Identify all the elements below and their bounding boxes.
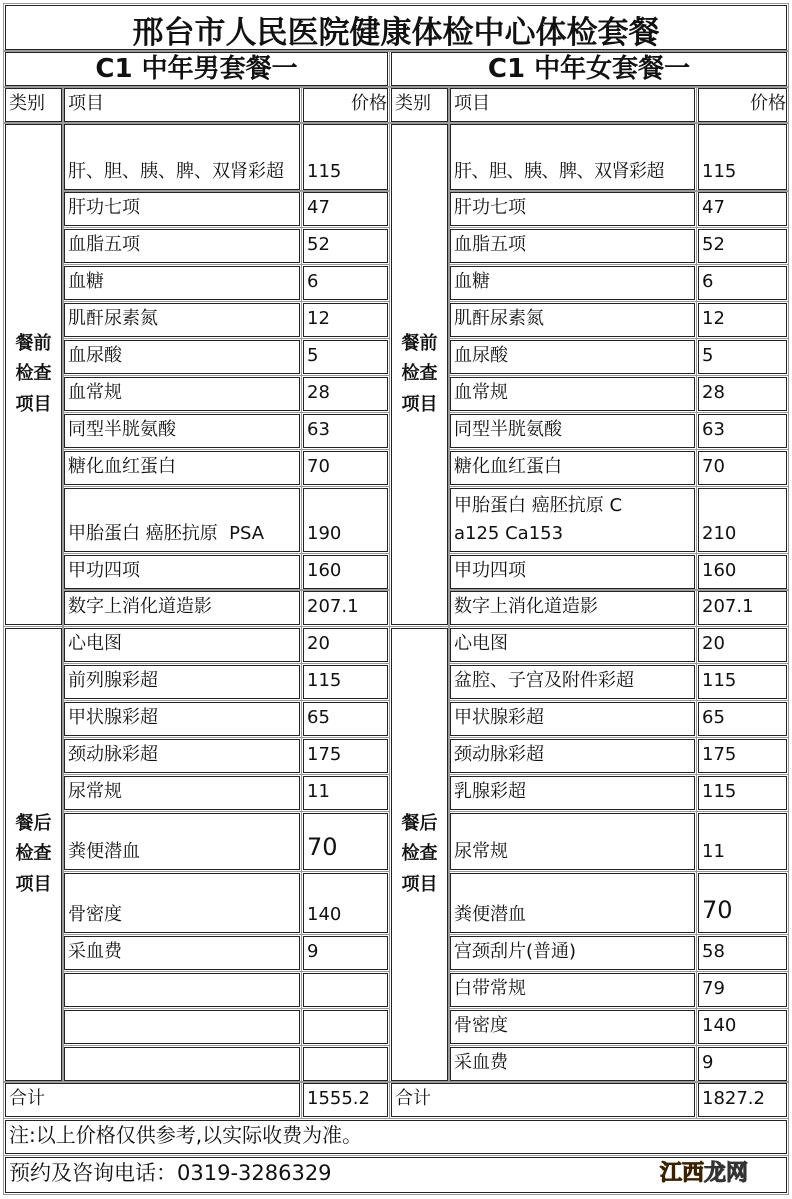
watermark-part2: 龙网 bbox=[704, 1161, 749, 1186]
table-row-item: 血脂五项 bbox=[64, 229, 300, 263]
table-row-price: 65 bbox=[698, 702, 787, 736]
table-row-item: 前列腺彩超 bbox=[64, 665, 300, 699]
table-row-item: 血糖 bbox=[64, 266, 300, 300]
table-row-price: 12 bbox=[303, 303, 388, 337]
table-row-price: 175 bbox=[303, 739, 388, 773]
category-line: 项目 bbox=[401, 393, 438, 415]
table-row-price: 20 bbox=[303, 628, 388, 662]
table-row-item: 心电图 bbox=[64, 628, 300, 662]
male-header-category: 类别 bbox=[5, 88, 62, 122]
table-row-price: 11 bbox=[303, 776, 388, 810]
table-row-item: 同型半胱氨酸 bbox=[64, 414, 300, 448]
table-row-item: 乳腺彩超 bbox=[450, 776, 695, 810]
male-header-item: 项目 bbox=[64, 88, 300, 122]
table-row-item: 甲状腺彩超 bbox=[64, 702, 300, 736]
table-row-item: 肝、胆、胰、脾、双肾彩超 bbox=[450, 124, 695, 190]
table-row-price: 70 bbox=[303, 813, 388, 870]
table-row-price: 115 bbox=[303, 665, 388, 699]
category-line: 检查 bbox=[15, 363, 52, 385]
table-row-price: 6 bbox=[698, 266, 787, 300]
table-row-price: 207.1 bbox=[698, 591, 787, 625]
table-row-item-empty bbox=[64, 1047, 300, 1081]
page-title bbox=[5, 5, 787, 50]
category-line: 项目 bbox=[15, 393, 52, 415]
table-row-price: 190 bbox=[303, 488, 388, 552]
table-row-price: 47 bbox=[303, 192, 388, 226]
table-row-item: 糖化血红蛋白 bbox=[450, 451, 695, 485]
table-row-item: 肌酐尿素氮 bbox=[64, 303, 300, 337]
male-post-meal-category bbox=[5, 628, 62, 1081]
table-row-price: 52 bbox=[303, 229, 388, 263]
table-row-price: 6 bbox=[303, 266, 388, 300]
table-row-item-empty bbox=[64, 1010, 300, 1044]
table-row-item: 血常规 bbox=[450, 377, 695, 411]
table-row-price: 5 bbox=[698, 340, 787, 374]
table-row-price: 207.1 bbox=[303, 591, 388, 625]
table-row-item: 颈动脉彩超 bbox=[450, 739, 695, 773]
booking-phone: 预约及咨询电话：0319-3286329 bbox=[5, 1157, 787, 1193]
table-row-item: 血尿酸 bbox=[64, 340, 300, 374]
table-row-item: 同型半胱氨酸 bbox=[450, 414, 695, 448]
table-row-item: 甲胎蛋白 癌胚抗原 PSA bbox=[64, 488, 300, 552]
table-row-item: 肝功七项 bbox=[450, 192, 695, 226]
table-row-item: 宫颈刮片(普通) bbox=[450, 936, 695, 970]
table-row-item: 白带常规 bbox=[450, 973, 695, 1007]
table-row-item: 心电图 bbox=[450, 628, 695, 662]
table-row-item: 采血费 bbox=[64, 936, 300, 970]
table-row-item: 甲状腺彩超 bbox=[450, 702, 695, 736]
table-row-price: 65 bbox=[303, 702, 388, 736]
female-header-item: 项目 bbox=[450, 88, 695, 122]
male-total-value: 1555.2 bbox=[303, 1083, 388, 1117]
table-row-price: 115 bbox=[698, 665, 787, 699]
table-row-item: 粪便潜血 bbox=[64, 813, 300, 870]
male-header-price: 价格 bbox=[303, 88, 388, 122]
table-row-item: 数字上消化道造影 bbox=[64, 591, 300, 625]
table-row-price: 175 bbox=[698, 739, 787, 773]
category-line: 餐前 bbox=[401, 332, 438, 354]
table-row-price: 9 bbox=[303, 936, 388, 970]
category-line: 项目 bbox=[401, 873, 438, 895]
table-row-price: 70 bbox=[303, 451, 388, 485]
table-row-price-empty bbox=[303, 1010, 388, 1044]
table-row-item bbox=[450, 488, 695, 552]
table-row-item: 甲功四项 bbox=[64, 555, 300, 589]
table-row-price: 140 bbox=[698, 1010, 787, 1044]
category-line: 检查 bbox=[401, 363, 438, 385]
table-row-price: 47 bbox=[698, 192, 787, 226]
table-row-price: 11 bbox=[698, 813, 787, 870]
table-row-item: 尿常规 bbox=[64, 776, 300, 810]
page-title-text: 邢台市人民医院健康体检中心体检套餐 bbox=[132, 15, 660, 50]
category-line: 检查 bbox=[15, 843, 52, 865]
table-row-price: 160 bbox=[303, 555, 388, 589]
table-row-price: 28 bbox=[303, 377, 388, 411]
table-row-item bbox=[64, 124, 300, 190]
site-watermark-logo bbox=[660, 1156, 748, 1187]
table-row-price: 115 bbox=[698, 124, 787, 190]
table-row-price: 63 bbox=[698, 414, 787, 448]
watermark-part1: 江西 bbox=[660, 1161, 705, 1186]
table-row-item: 盆腔、子宫及附件彩超 bbox=[450, 665, 695, 699]
table-row-price: 5 bbox=[303, 340, 388, 374]
table-row-item: 血常规 bbox=[64, 377, 300, 411]
table-row-price: 70 bbox=[698, 873, 787, 933]
price-disclaimer-note: 注:以上价格仅供参考,以实际收费为准。 bbox=[5, 1120, 787, 1154]
table-row-item: 血糖 bbox=[450, 266, 695, 300]
table-row-item: 采血费 bbox=[450, 1047, 695, 1081]
table-row-item: 颈动脉彩超 bbox=[64, 739, 300, 773]
item-name: 肝、胆、胰、脾、双肾彩超 bbox=[68, 161, 284, 183]
table-row-item: 尿常规 bbox=[450, 813, 695, 870]
table-row-price: 20 bbox=[698, 628, 787, 662]
table-row-price: 58 bbox=[698, 936, 787, 970]
table-row-item: 肝功七项 bbox=[64, 192, 300, 226]
category-line: 餐后 bbox=[401, 812, 438, 834]
table-row-item: 糖化血红蛋白 bbox=[64, 451, 300, 485]
item-name: 甲胎蛋白 癌胚抗原 Ca125 Ca153 bbox=[454, 495, 623, 545]
table-row-price: 210 bbox=[698, 488, 787, 552]
table-row-price-empty bbox=[303, 973, 388, 1007]
female-header-category: 类别 bbox=[391, 88, 448, 122]
table-row-price: 160 bbox=[698, 555, 787, 589]
category-line: 餐前 bbox=[15, 332, 52, 354]
table-row-item: 骨密度 bbox=[64, 873, 300, 933]
table-row-item: 肌酐尿素氮 bbox=[450, 303, 695, 337]
male-total-label: 合计 bbox=[5, 1083, 300, 1117]
table-row-item: 数字上消化道造影 bbox=[450, 591, 695, 625]
table-row-price: 79 bbox=[698, 973, 787, 1007]
table-row-price: 115 bbox=[303, 124, 388, 190]
female-total-label: 合计 bbox=[391, 1083, 695, 1117]
table-row-item: 血脂五项 bbox=[450, 229, 695, 263]
table-row-item: 骨密度 bbox=[450, 1010, 695, 1044]
category-line: 餐后 bbox=[15, 812, 52, 834]
female-post-meal-category bbox=[391, 628, 448, 1081]
table-row-item: 甲功四项 bbox=[450, 555, 695, 589]
male-pre-meal-category bbox=[5, 124, 62, 625]
female-header-price: 价格 bbox=[698, 88, 787, 122]
male-package-title: C1 中年男套餐一 bbox=[5, 52, 388, 86]
category-line: 项目 bbox=[15, 873, 52, 895]
female-pre-meal-category bbox=[391, 124, 448, 625]
table-row-price: 28 bbox=[698, 377, 787, 411]
table-row-item: 粪便潜血 bbox=[450, 873, 695, 933]
table-row-price: 12 bbox=[698, 303, 787, 337]
table-row-price: 9 bbox=[698, 1047, 787, 1081]
table-row-price: 115 bbox=[698, 776, 787, 810]
table-row-price: 70 bbox=[698, 451, 787, 485]
category-line: 检查 bbox=[401, 843, 438, 865]
female-package-title: C1 中年女套餐一 bbox=[391, 52, 787, 86]
table-row-price-empty bbox=[303, 1047, 388, 1081]
table-row-item: 血尿酸 bbox=[450, 340, 695, 374]
table-row-price: 63 bbox=[303, 414, 388, 448]
female-total-value: 1827.2 bbox=[698, 1083, 787, 1117]
table-row-price: 52 bbox=[698, 229, 787, 263]
table-row-price: 140 bbox=[303, 873, 388, 933]
table-row-item-empty bbox=[64, 973, 300, 1007]
